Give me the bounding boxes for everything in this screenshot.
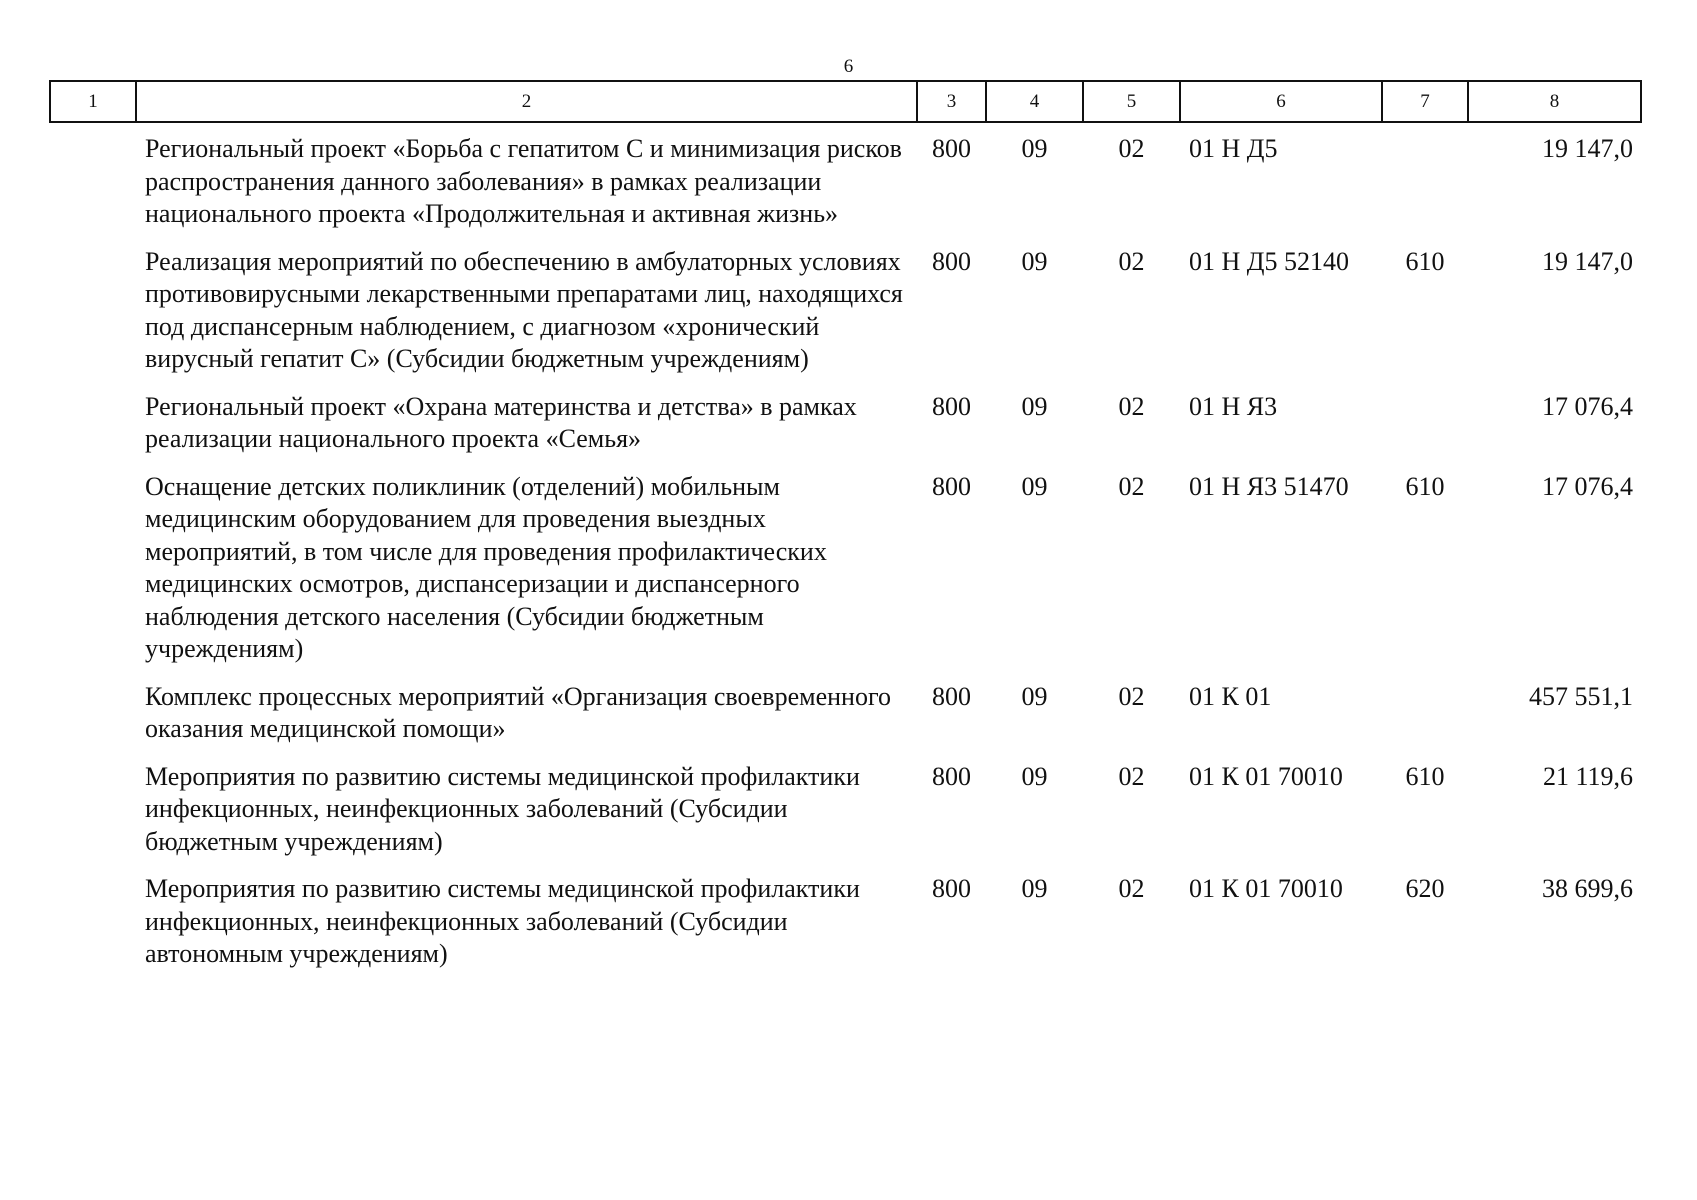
- header-row: [50, 81, 1641, 122]
- row-col7: [1382, 122, 1468, 246]
- row-col6: 01 К 01: [1189, 681, 1272, 711]
- row-col3: 800: [932, 761, 971, 791]
- column-header-8: 8: [1468, 81, 1641, 122]
- row-col7: 610: [1405, 246, 1445, 276]
- row-col3: 800: [932, 391, 971, 421]
- row-col4: 09: [1021, 246, 1048, 276]
- row-col1: [50, 761, 136, 874]
- row-name: Региональный проект «Борьба с гепатитом С и минимизация рисков распространения данного заболевания» в рамках реализации национального проекта «Продолжительная и активная жизнь»: [145, 134, 902, 228]
- row-col6: 01 К 01 70010: [1189, 874, 1343, 903]
- row-amount: 19 147,0: [1542, 246, 1633, 276]
- row-col4: 09: [1021, 874, 1048, 903]
- row-name: Оснащение детских поликлиник (отделений) мобильным медицинским оборудованием для проведения выездных мероприятий, в том числе для проведения профилактических медицинских осмотров, диспансеризации и диспансерного наблюдения детского населения (Субсидии бюджетным учреждениям): [145, 471, 827, 663]
- column-header-5: 5: [1083, 81, 1180, 122]
- row-name: Реализация мероприятий по обеспечению в амбулаторных условиях противовирусными лекарственными препаратами лиц, находящихся под диспансерным наблюдением, с диагнозом «хронический вирусный гепатит С» (Субсидии бюджетным учреждениям): [145, 246, 903, 373]
- table-row: [50, 681, 1641, 761]
- row-col6: 01 Н Д5 52140: [1189, 246, 1350, 276]
- row-col6: 01 Н Я3: [1189, 391, 1278, 421]
- table-row: [50, 873, 1641, 986]
- row-col4: 09: [1021, 134, 1048, 163]
- budget-table: [49, 80, 1642, 986]
- table-row: [50, 391, 1641, 471]
- row-amount: 17 076,4: [1542, 471, 1633, 501]
- row-col5: 02: [1118, 246, 1145, 276]
- column-header-1: 1: [50, 81, 136, 122]
- row-amount: 38 699,6: [1542, 874, 1633, 903]
- table-row: [50, 761, 1641, 874]
- row-col5: 02: [1118, 681, 1145, 711]
- page-number: 6: [843, 56, 854, 77]
- row-col5: 02: [1118, 874, 1145, 903]
- row-col3: 800: [932, 134, 971, 163]
- table-body: [50, 122, 1641, 986]
- row-col1: [50, 246, 136, 391]
- row-col1: [50, 391, 136, 471]
- row-col1: [50, 122, 136, 246]
- row-col6: 01 Н Я3 51470: [1189, 471, 1349, 501]
- row-col4: 09: [1021, 761, 1048, 791]
- row-col5: 02: [1118, 391, 1145, 421]
- row-col4: 09: [1021, 681, 1048, 711]
- row-col3: 800: [932, 681, 971, 711]
- table-row: [50, 471, 1641, 681]
- row-col1: [50, 471, 136, 681]
- row-col5: 02: [1118, 471, 1145, 501]
- row-col5: 02: [1118, 134, 1145, 163]
- row-amount: 19 147,0: [1542, 134, 1633, 163]
- table-row: [50, 246, 1641, 391]
- row-col7: 610: [1405, 471, 1445, 501]
- row-col3: 800: [932, 246, 971, 276]
- column-header-6: 6: [1180, 81, 1382, 122]
- row-name: Региональный проект «Охрана материнства и детства» в рамках реализации национального проекта «Семья»: [145, 391, 857, 453]
- table-row: [50, 122, 1641, 246]
- column-header-3: 3: [917, 81, 986, 122]
- row-name: Мероприятия по развитию системы медицинской профилактики инфекционных, неинфекционных заболеваний (Субсидии бюджетным учреждениям): [145, 761, 860, 856]
- row-col3: 800: [932, 471, 971, 501]
- row-col7: [1382, 681, 1468, 761]
- row-amount: 17 076,4: [1542, 391, 1633, 421]
- row-col7: [1382, 391, 1468, 471]
- row-col6: 01 К 01 70010: [1189, 761, 1343, 791]
- row-col7: 620: [1405, 874, 1445, 903]
- column-header-7: 7: [1382, 81, 1468, 122]
- row-name: Комплекс процессных мероприятий «Организация своевременного оказания медицинской помощи»: [145, 681, 891, 743]
- row-col6: 01 Н Д5: [1189, 134, 1278, 163]
- row-amount: 457 551,1: [1529, 681, 1633, 711]
- table-header: [50, 81, 1641, 122]
- row-col4: 09: [1021, 471, 1048, 501]
- row-amount: 21 119,6: [1542, 761, 1633, 791]
- row-col5: 02: [1118, 761, 1145, 791]
- row-col1: [50, 873, 136, 986]
- row-col7: 610: [1405, 761, 1445, 791]
- row-col4: 09: [1021, 391, 1048, 421]
- row-col3: 800: [932, 874, 971, 903]
- column-header-4: 4: [986, 81, 1083, 122]
- row-col1: [50, 681, 136, 761]
- row-name: Мероприятия по развитию системы медицинской профилактики инфекционных, неинфекционных заболеваний (Субсидии автономным учреждениям): [145, 874, 860, 968]
- column-header-2: 2: [136, 81, 917, 122]
